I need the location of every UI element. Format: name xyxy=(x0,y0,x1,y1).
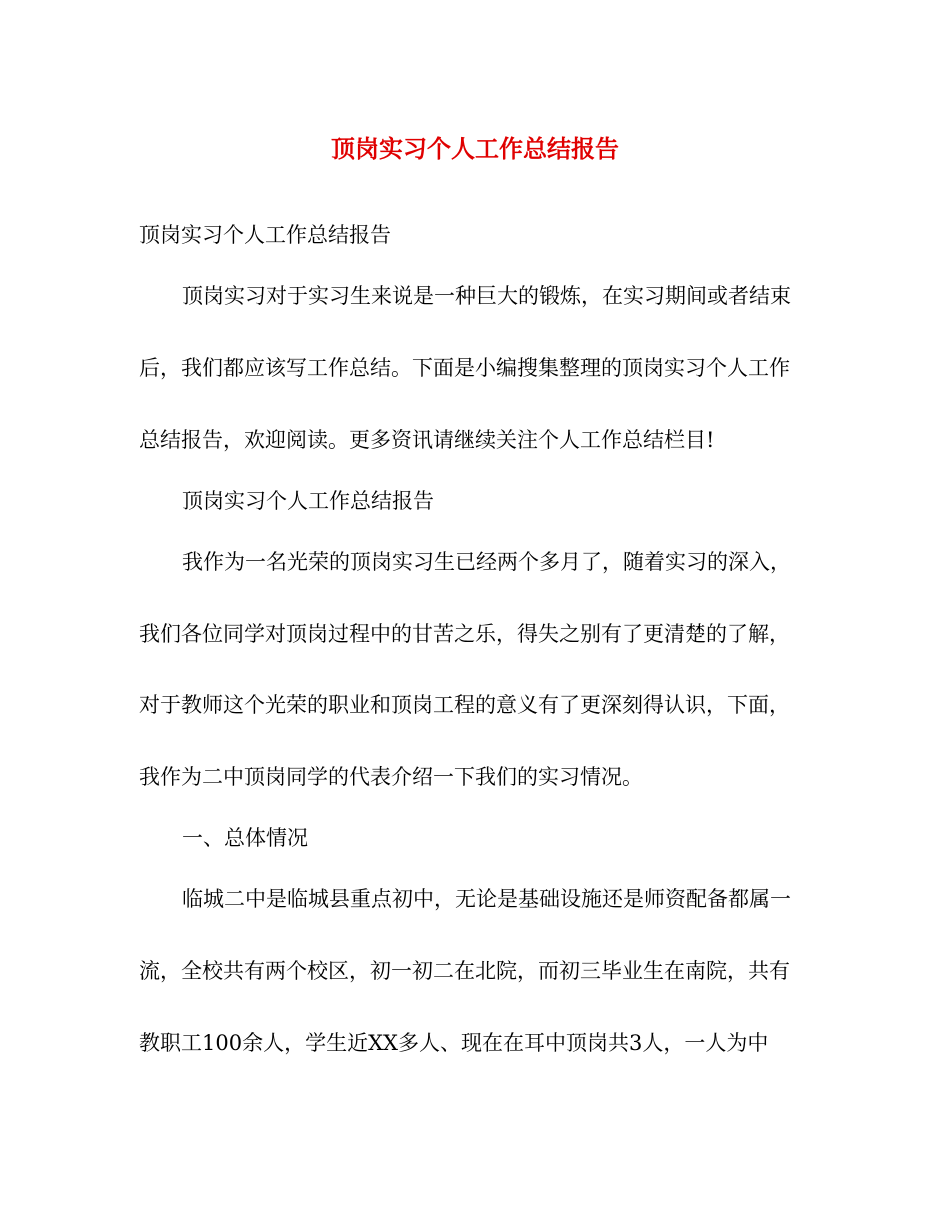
document-title: 顶岗实习个人工作总结报告 xyxy=(331,134,619,163)
subtitle-line: 顶岗实习个人工作总结报告 xyxy=(139,223,391,247)
paragraph-line: 我作为二中顶岗同学的代表介绍一下我们的实习情况。 xyxy=(139,765,643,789)
section-heading-line: 一、总体情况 xyxy=(182,826,308,850)
paragraph-line: 临城二中是临城县重点初中，无论是基础设施还是师资配备都属一 xyxy=(182,887,791,911)
paragraph-line: 顶岗实习对于实习生来说是一种巨大的锻炼，在实习期间或者结束 xyxy=(182,284,791,308)
paragraph-line: 教职工100余人，学生近XX多人、现在在耳中顶岗共3人，一人为中 xyxy=(139,1031,769,1055)
paragraph-line: 我们各位同学对顶岗过程中的甘苦之乐，得失之别有了更清楚的了解， xyxy=(139,622,790,646)
paragraph-line: 我作为一名光荣的顶岗实习生已经两个多月了，随着实习的深入， xyxy=(182,550,791,574)
paragraph-line: 总结报告，欢迎阅读。更多资讯请继续关注个人工作总结栏目! xyxy=(139,428,715,452)
paragraph-line: 后，我们都应该写工作总结。下面是小编搜集整理的顶岗实习个人工作 xyxy=(139,356,790,380)
section-heading-line: 顶岗实习个人工作总结报告 xyxy=(182,489,434,513)
paragraph-line: 对于教师这个光荣的职业和顶岗工程的意义有了更深刻得认识，下面， xyxy=(139,693,790,717)
paragraph-line: 流，全校共有两个校区，初一初二在北院，而初三毕业生在南院，共有 xyxy=(139,959,790,983)
